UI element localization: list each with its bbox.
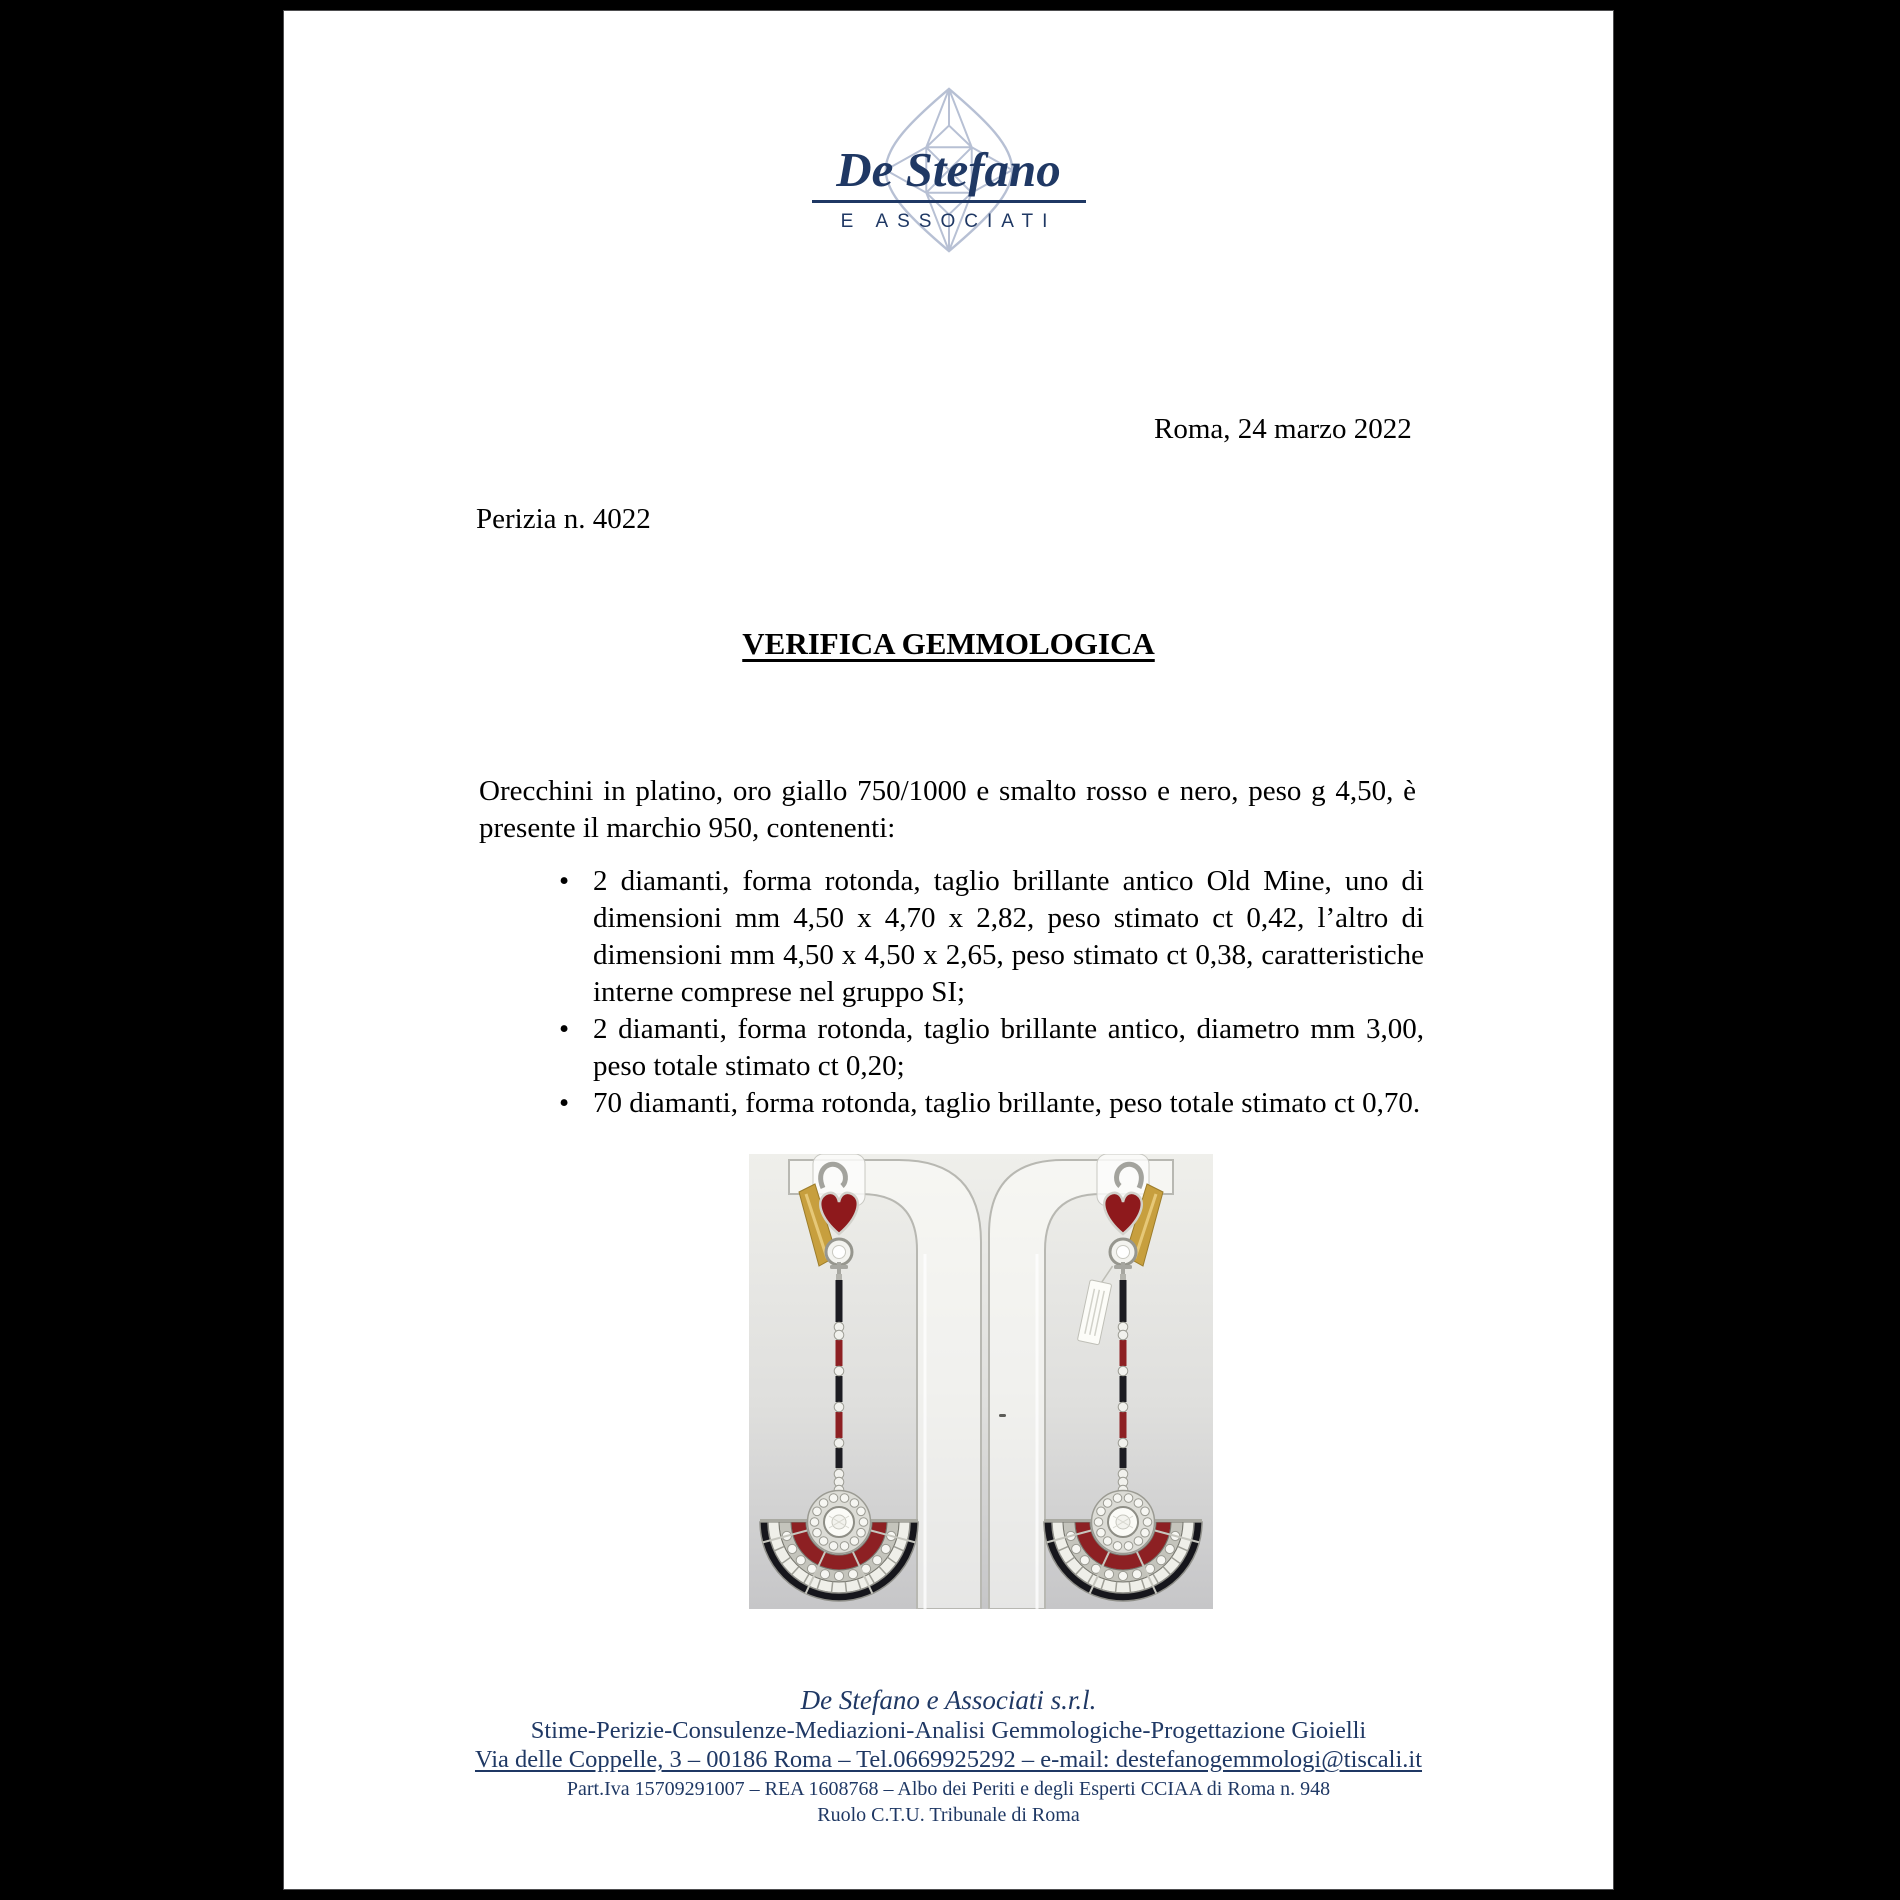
footer-address-line: Via delle Coppelle, 3 – 00186 Roma – Tel.0669925292 – e-mail: destefanogemmologi@tiscali.it	[474, 1746, 1423, 1773]
footer-registration-line: Part.Iva 15709291007 – REA 1608768 – Albo dei Periti e degli Esperti CCIAA di Roma n. 948	[566, 1778, 1331, 1800]
footer-services-line: Stime-Perizie-Consulenze-Mediazioni-Analisi Gemmologiche-Progettazione Gioielli	[530, 1717, 1367, 1744]
report-number: Perizia n. 4022	[476, 503, 651, 535]
earrings-photo	[749, 1154, 1213, 1609]
intro-line-2: presente il marchio 950, contenenti:	[479, 812, 896, 844]
intro-paragraph	[479, 773, 1416, 847]
footer-court-line: Ruolo C.T.U. Tribunale di Roma	[817, 1804, 1080, 1826]
intro-line-1: Orecchini in platino, oro giallo 750/1000 e smalto rosso e nero, peso g 4,50, è	[479, 775, 1416, 807]
bullet-text: 2 diamanti, forma rotonda, taglio brillante antico, diametro mm 3,00, peso totale stimato ct 0,20;	[593, 1013, 1424, 1082]
list-item	[559, 1085, 1424, 1122]
list-item	[559, 1011, 1424, 1085]
bullet-list	[556, 863, 1424, 1122]
logo-company-name: De Stefano	[836, 142, 1061, 197]
bullet-marker: •	[559, 865, 570, 897]
document-title: VERIFICA GEMMOLOGICA	[742, 626, 1155, 661]
bullet-text: 2 diamanti, forma rotonda, taglio brillante antico Old Mine, uno di dimensioni mm 4,50 x 4,70 x 2,82, peso stimato ct 0,42, l’altro di dimensioni mm 4,50 x 4,50 x 2,65, peso stimato ct 0,38, caratteristiche interne comprese nel gruppo SI;	[593, 865, 1424, 1008]
place-date: Roma, 24 marzo 2022	[1154, 413, 1412, 445]
document-page	[283, 10, 1614, 1890]
list-item	[559, 863, 1424, 1011]
logo-subtitle: E ASSOCIATI	[840, 211, 1057, 232]
logo-divider	[812, 200, 1086, 203]
bullet-text: 70 diamanti, forma rotonda, taglio brillante, peso totale stimato ct 0,70.	[593, 1087, 1421, 1119]
bullet-marker: •	[559, 1013, 570, 1045]
footer-company-name: De Stefano e Associati s.r.l.	[800, 1685, 1097, 1715]
bullet-marker: •	[559, 1087, 570, 1119]
